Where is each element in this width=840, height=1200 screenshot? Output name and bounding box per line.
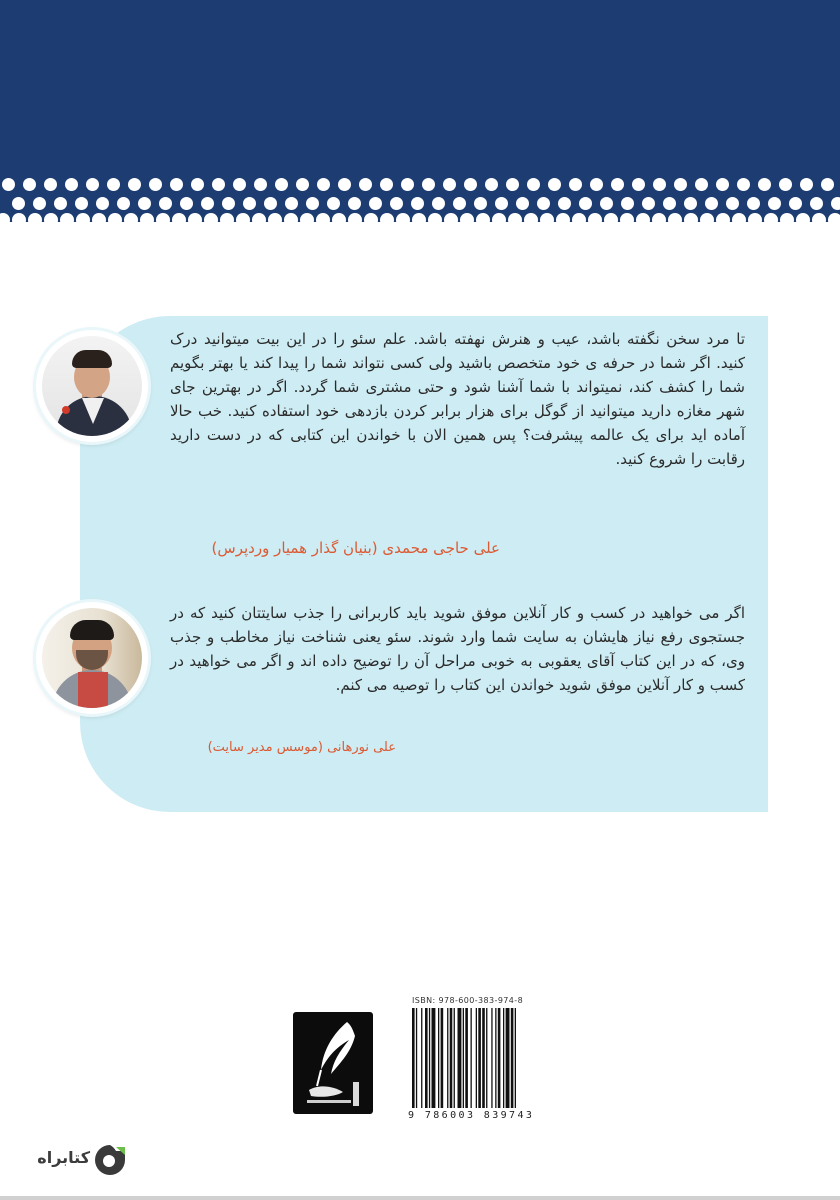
decor-dot [33,197,46,210]
decor-dot [443,178,456,191]
decor-dot [149,178,162,191]
barcode-bar [491,1008,492,1108]
decor-dot [54,197,67,210]
microphone-icon [62,406,70,414]
scallop-bump [0,213,10,227]
decor-dot [506,178,519,191]
dot-row-lower [0,197,840,211]
scallop-bump [348,213,362,227]
scallop-bump [172,213,186,227]
decor-dot [86,178,99,191]
barcode-bar [465,1008,468,1108]
publisher-logo [293,1012,373,1114]
bottom-rule [0,1196,840,1200]
kitabrah-logo-icon [92,1142,128,1178]
decor-dot [831,197,840,210]
decor-dot [128,178,141,191]
endorsement-text-2: اگر می خواهید در کسب و کار آنلاین موفق شوید باید کاربرانی را جذب سایتتان کنید که در جستجوی رفع نیاز هایشان به سایت شما وارد شوند. سئو یعنی شناخت نیاز مخاطب و جذب وی، که در این کتاب آقای یعقوبی به خوبی مراحل آن را توضیح داده اند و اگر می خواهید در کسب و کار آنلاین موفق شوید خواندن این کتاب را توصیه می کنم. [170,604,745,694]
decor-dot [527,178,540,191]
decor-dot [44,178,57,191]
barcode-bar [476,1008,477,1108]
scallop-bump [636,213,650,227]
decor-dot [810,197,823,210]
scallop-bump [684,213,698,227]
isbn-label: ISBN: 978-600-383-974-8 [412,996,524,1005]
decor-dot [758,178,771,191]
scallop-bump [492,213,506,227]
decor-dot [726,197,739,210]
barcode-bar [515,1008,516,1108]
decor-dot [23,178,36,191]
decor-dot [632,178,645,191]
barcode-bar [421,1008,422,1108]
scallop-bump [668,213,682,227]
decor-dot [653,178,666,191]
decor-dot [537,197,550,210]
decor-dot [768,197,781,210]
scallop-bump [364,213,378,227]
decor-dot [348,197,361,210]
decor-dot [611,178,624,191]
scallop-bump [460,213,474,227]
scallop-bump [332,213,346,227]
decor-dot [180,197,193,210]
scallop-bump [412,213,426,227]
scallop-bump [316,213,330,227]
barcode-bar [478,1008,481,1108]
decor-dot [390,197,403,210]
scallop-bump [108,213,122,227]
barcode-bar [425,1008,428,1108]
barcode-bar [503,1008,504,1108]
scallop-bump [140,213,154,227]
barcode-bar [498,1008,501,1108]
scallop-bump [716,213,730,227]
scallop-bump [252,213,266,227]
decor-dot [317,178,330,191]
barcode-bar [416,1008,417,1108]
decor-dot [663,197,676,210]
endorsement-text-1: تا مرد سخن نگفته باشد، عیب و هنرش نهفته باشد. علم سئو را در این بیت میتوانید درک کنید. اگر شما در حرفه ی خود متخصص باشید ولی کسی نتواند شما را پیدا کند یا بهتر بگویم شما را کشف کند، نمیتواند با شما آشنا شود و حتی مشتری شما گردد. اگر در بهترین جای شهر مغازه دارید میتوانید از گوگل برای هزار برابر کردن بازدهی خود استفاده کنید. خب حالا آماده اید برای یک عالمه پیشرفت؟ پس همین الان با خواندن این کتابی که در دست دارید رقابت را شروع کنید. [170,330,745,468]
decor-dot [327,197,340,210]
scallop-bump [124,213,138,227]
decor-dot [474,197,487,210]
decor-dot [485,178,498,191]
barcode-bar [450,1008,453,1108]
scallop-bump [92,213,106,227]
scallop-bump [12,213,26,227]
scallop-bump [236,213,250,227]
scallop-bump [220,213,234,227]
decor-dot [12,197,25,210]
decor-dot [201,197,214,210]
barcode-bar [438,1008,439,1108]
decor-dot [590,178,603,191]
decor-dot [558,197,571,210]
barcode-bar [432,1008,436,1108]
scallop-bump [444,213,458,227]
barcode-bar [458,1008,462,1108]
barcode-bar [412,1008,415,1108]
scallop-bump [300,213,314,227]
scallop-bump [60,213,74,227]
barcode-bar [429,1008,430,1108]
barcode-bar [447,1008,448,1108]
decor-dot [422,178,435,191]
barcode-bar [495,1008,496,1108]
scallop-bump [748,213,762,227]
scallop-bump [28,213,42,227]
decor-dot [579,197,592,210]
decor-dot [117,197,130,210]
decor-dot [264,197,277,210]
scallop-bump [380,213,394,227]
decor-dot [191,178,204,191]
decor-dot [495,197,508,210]
scallop-bump [204,213,218,227]
scallop-bump [524,213,538,227]
decor-dot [233,178,246,191]
decor-dot [684,197,697,210]
scallop-bump [780,213,794,227]
decor-dot [800,178,813,191]
scallop-bump [812,213,826,227]
decor-dot [285,197,298,210]
scallop-bump [828,213,840,227]
decor-dot [821,178,834,191]
scallop-bump [732,213,746,227]
decor-dot [695,178,708,191]
decor-dot [779,178,792,191]
decor-dot [96,197,109,210]
scallop-bump [796,213,810,227]
endorsement-signature-2: علی نورهانی (موسس مدیر سایت) [207,740,396,755]
scallop-bump [508,213,522,227]
decor-dot [107,178,120,191]
decor-dot [369,197,382,210]
scallop-bump [700,213,714,227]
decor-dot [621,197,634,210]
scallop-bump [268,213,282,227]
barcode [408,1008,556,1108]
barcode-bar [511,1008,514,1108]
store-wordmark: کتابراه [37,1148,90,1167]
barcode-bar [482,1008,485,1108]
decor-dot [674,178,687,191]
decor-dot [159,197,172,210]
cover-top-band [0,0,840,180]
decor-dot [222,197,235,210]
barcode-bar [463,1008,464,1108]
decor-dot [789,197,802,210]
store-logo[interactable] [20,1138,128,1184]
decor-dot [411,197,424,210]
scallop-bump [572,213,586,227]
decor-dot [306,197,319,210]
scallop-bump [44,213,58,227]
decor-dot [548,178,561,191]
barcode-bar [506,1008,510,1108]
scallop-bump [428,213,442,227]
decor-dot [642,197,655,210]
decor-dot [432,197,445,210]
decor-dot [170,178,183,191]
scallop-bump [76,213,90,227]
decor-dot [138,197,151,210]
scallop-bump [556,213,570,227]
decor-dot [464,178,477,191]
decor-dot [569,178,582,191]
endorser-photo-2 [36,602,148,714]
endorser-photo-1 [36,330,148,442]
scallop-bump [764,213,778,227]
decor-dot [716,178,729,191]
barcode-digits: 9 786003 839743 [408,1110,535,1121]
decor-dot [65,178,78,191]
scallop-bump [540,213,554,227]
decor-dot [254,178,267,191]
decor-dot [453,197,466,210]
decor-dot [600,197,613,210]
decor-dot [243,197,256,210]
scalloped-edge [0,213,840,225]
scallop-bump [188,213,202,227]
decor-dot [359,178,372,191]
scallop-bump [620,213,634,227]
dot-row-upper [0,178,840,192]
scallop-bump [156,213,170,227]
barcode-bar [454,1008,455,1108]
decor-dot [705,197,718,210]
decor-dot [380,178,393,191]
scallop-bump [604,213,618,227]
scallop-bump [284,213,298,227]
decor-dot [516,197,529,210]
barcode-bar [486,1008,487,1108]
scallop-bump [476,213,490,227]
decor-dot [737,178,750,191]
barcode-bar [441,1008,444,1108]
decor-dot [401,178,414,191]
endorsement-signature-1: علی حاجی محمدی (بنیان گذار همیار وردپرس) [211,539,500,557]
scallop-bump [652,213,666,227]
barcode-bar [471,1008,472,1108]
decor-dot [212,178,225,191]
decor-dot [75,197,88,210]
scallop-bump [396,213,410,227]
decor-dot [2,178,15,191]
decor-dot [296,178,309,191]
decor-dot [275,178,288,191]
decor-dot [747,197,760,210]
scallop-bump [588,213,602,227]
quill-icon [293,1012,373,1114]
decor-dot [338,178,351,191]
